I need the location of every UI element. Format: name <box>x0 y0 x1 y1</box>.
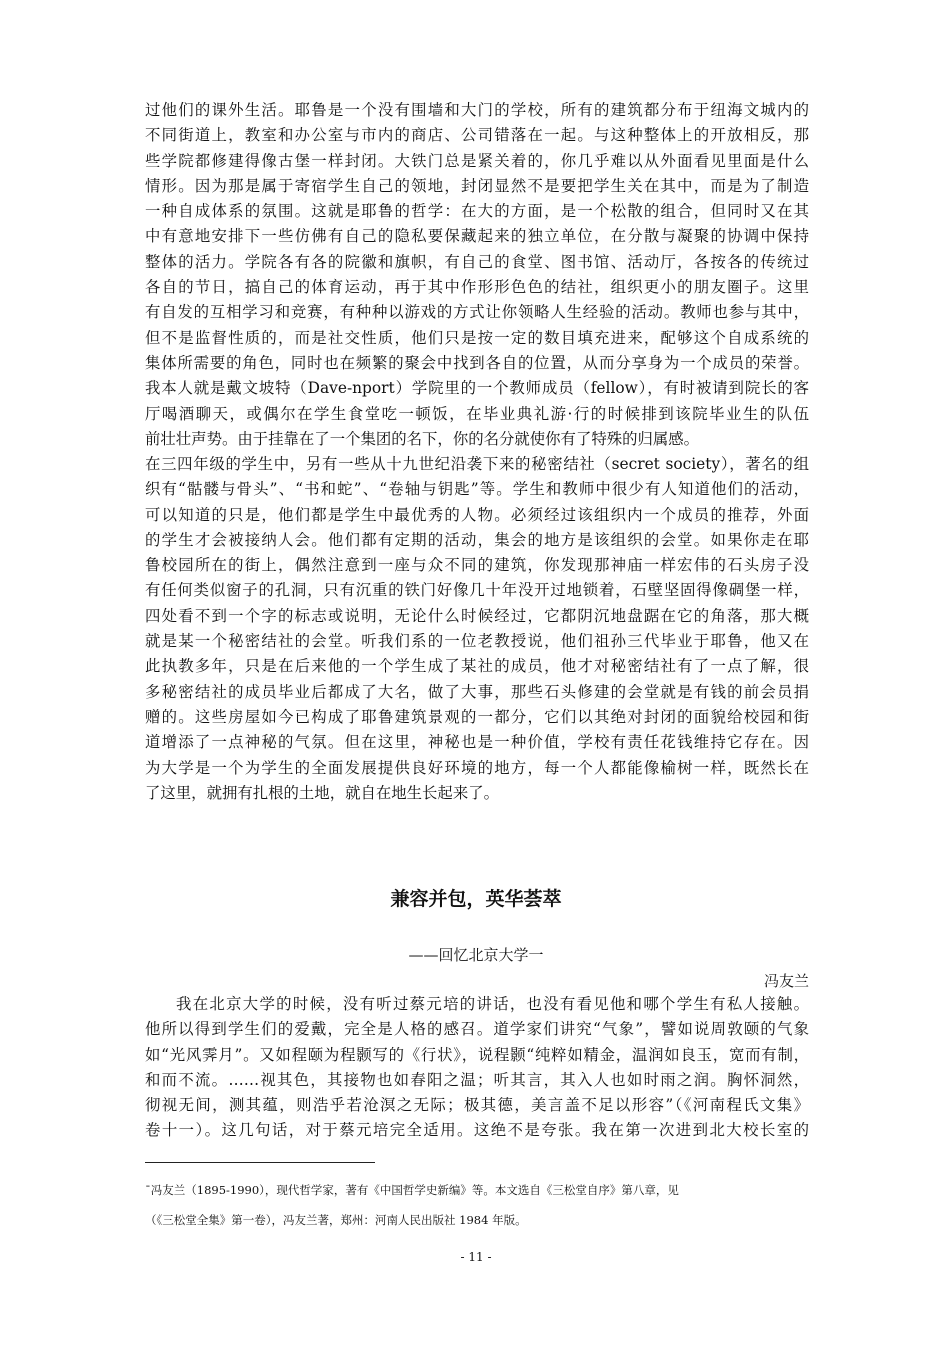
footnote-line: ¯冯友兰（1895-1990），现代哲学家，著有《中国哲学史新编》等。本文选自《三松堂自序》第八章，见 <box>145 1183 679 1197</box>
text-line: 此执教多年，只是在后来他的一个学生成了某社的成员，他才对秘密结社有了一点了解，很 <box>145 657 809 676</box>
text-line: 卷十一）。这几句话，对于蔡元培完全适用。这绝不是夸张。我在第一次进到北大校长室的 <box>145 1121 809 1140</box>
text-line: 多秘密结社的成员毕业后都成了大名，做了大事，那些石头修建的会堂就是有钱的前会员捐 <box>145 682 809 701</box>
footnote-divider <box>145 1162 375 1163</box>
text-line: 集体所需要的角色，同时也在频繁的聚会中找到各自的位置，从而分享身为一个成员的荣誉。 <box>145 353 809 372</box>
text-line: 了这里，就拥有扎根的土地，就自在地生长起来了。 <box>145 783 499 802</box>
text-line: 前壮壮声势。由于挂靠在了一个集团的名下，你的名分就使你有了特殊的归属感。 <box>145 429 700 448</box>
text-line: 有任何类似窗子的孔洞，只有沉重的铁门好像几十年没开过地锁着，石壁坚固得像碉堡一样， <box>145 581 809 600</box>
text-line: 各自的节日，搞自己的体育运动，再于其中作形形色色的结社，组织更小的朋友圈子。这里 <box>145 278 809 297</box>
text-line: 四处看不到一个字的标志或说明，无论什么时候经过，它都阴沉地盘踞在它的角落，那大概 <box>145 606 809 625</box>
footnote-line: （《三松堂全集》第一卷），冯友兰著，郑州：河南人民出版社 1984 年版。 <box>145 1213 527 1227</box>
text-line: 道增添了一点神秘的气氛。但在这里，神秘也是一种价值，学校有责任花钱维持它存在。因 <box>145 733 809 752</box>
text-line: 就是某一个秘密结社的会堂。听我们系的一位老教授说，他们祖孙三代毕业于耶鲁，他又在 <box>145 632 809 651</box>
text-line: 情形。因为那是属于寄宿学生自己的领地，封闭显然不是要把学生关在其中，而是为了制造 <box>145 176 809 195</box>
paragraph-cai-yuanpei <box>145 992 809 1144</box>
text-line: 他所以得到学生们的爱戴，完全是人格的感召。道学家们讲究“气象”，譬如说周敦颐的气象 <box>145 1020 809 1039</box>
text-line: 我在北京大学的时候，没有听过蔡元培的讲话，也没有看见他和哪个学生有私人接触。 <box>176 995 809 1013</box>
text-line: 的学生才会被接纳人会。他们都有定期的活动，集会的地方是该组织的会堂。如果你走在耶 <box>145 530 809 549</box>
paragraph-secret-societies <box>145 452 809 806</box>
article-author: 冯友兰 <box>763 972 809 990</box>
article-subtitle: ——回忆北京大学一 <box>408 946 544 964</box>
text-line: 彻视无间，测其蕴，则浩乎若沧溟之无际；极其德，美言盖不足以形容”（《河南程氏文集》 <box>145 1096 809 1115</box>
page-number: - 11 - <box>460 1250 492 1264</box>
text-line: 我本人就是戴文坡特（Dave-nport）学院里的一个教师成员（fellow），有时被请到院长的客 <box>145 379 809 398</box>
text-line: 为大学是一个为学生的全面发展提供良好环境的地方，每一个人都能像榆树一样，既然长在 <box>145 758 809 777</box>
text-line: 厅喝酒聊天，或偶尔在学生食堂吃一顿饭，在毕业典礼游·行的时候排到该院毕业生的队伍 <box>145 404 809 423</box>
text-line: 不同街道上，教室和办公室与市内的商店、公司错落在一起。与这种整体上的开放相反，那 <box>145 126 809 145</box>
text-line: 过他们的课外生活。耶鲁是一个没有围墙和大门的学校，所有的建筑都分布于纽海文城内的 <box>145 101 809 119</box>
article-title: 兼容并包，英华荟萃 <box>390 888 562 910</box>
text-line: 但不是监督性质的，而是社交性质，他们只是按一定的数目填充进来，配够这个自成系统的 <box>145 328 809 347</box>
text-line: 赠的。这些房屋如今已构成了耶鲁建筑景观的一都分，它们以其绝对封闭的面貌给校园和街 <box>145 707 809 726</box>
text-line: 整体的活力。学院各有各的院徽和旗帜，有自己的食堂、图书馆、活动厅，各按各的传统过 <box>145 252 809 271</box>
text-line: 中有意地安排下一些仿佛有自己的隐私要保藏起来的独立单位，在分散与凝聚的协调中保持 <box>145 227 809 246</box>
text-line: 可以知道的只是，他们都是学生中最优秀的人物。必须经过该组织内一个成员的推荐，外面 <box>145 505 809 524</box>
text-line: 鲁校园所在的街上，偶然注意到一座与众不同的建筑，你发现那神庙一样宏伟的石头房子没 <box>145 556 809 575</box>
text-line: 织有“骷髅与骨头”、“书和蛇”、“卷轴与钥匙”等。学生和教师中很少有人知道他们的活动， <box>145 480 809 499</box>
text-line: 有自发的互相学习和竞赛，有种种以游戏的方式让你领略人生经验的活动。教师也参与其中， <box>145 303 809 322</box>
text-line: 在三四年级的学生中，另有一些从十九世纪沿袭下来的秘密结社（secret society），著名的组 <box>145 455 809 473</box>
paragraph-yale-colleges <box>145 98 809 452</box>
text-line: 和而不流。……视其色，其接物也如春阳之温；听其言，其入人也如时雨之润。胸怀洞然， <box>145 1070 809 1089</box>
text-line: 一种自成体系的氛围。这就是耶鲁的哲学：在大的方面，是一个松散的组合，但同时又在其 <box>145 202 809 221</box>
text-line: 些学院都修建得像古堡一样封闭。大铁门总是紧关着的，你几乎难以从外面看见里面是什么 <box>145 151 809 170</box>
text-line: 如“光风霁月”。又如程颐为程颢写的《行状》，说程颢“纯粹如精金，温润如良玉，宽而有制， <box>145 1045 809 1064</box>
